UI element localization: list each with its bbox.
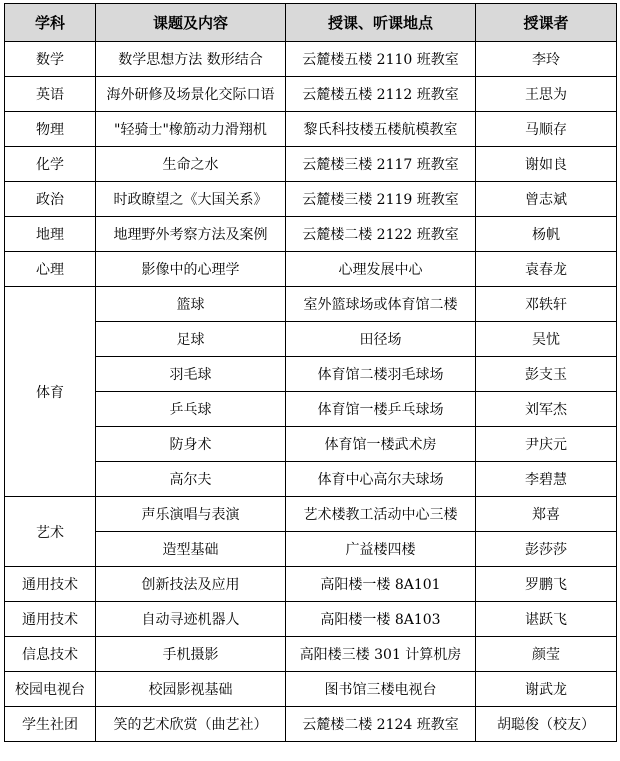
teacher-cell: 彭莎莎 [476,532,617,567]
schedule-table [4,3,617,742]
subject-cell: 信息技术 [5,637,96,672]
table-row [5,112,617,147]
teacher-cell: 杨帆 [476,217,617,252]
teacher-cell: 颜莹 [476,637,617,672]
subject-cell: 艺术 [5,497,96,567]
location-cell: 云麓楼五楼 2112 班教室 [286,77,476,112]
location-cell: 心理发展中心 [286,252,476,287]
table-row [5,147,617,182]
location-cell: 云麓楼三楼 2117 班教室 [286,147,476,182]
location-cell: 高阳楼一楼 8A101 [286,567,476,602]
topic-cell: 笑的艺术欣赏（曲艺社） [96,707,286,742]
teacher-cell: 彭支玉 [476,357,617,392]
location-cell: 高阳楼三楼 301 计算机房 [286,637,476,672]
table-row [5,427,617,462]
teacher-cell: 袁春龙 [476,252,617,287]
header-location: 授课、听课地点 [286,4,476,42]
teacher-cell: 王思为 [476,77,617,112]
topic-cell: 校园影视基础 [96,672,286,707]
location-cell: 广益楼四楼 [286,532,476,567]
teacher-cell: 李碧慧 [476,462,617,497]
table-row [5,77,617,112]
subject-cell: 通用技术 [5,567,96,602]
topic-cell: 足球 [96,322,286,357]
subject-cell: 通用技术 [5,602,96,637]
table-row [5,497,617,532]
topic-cell: 篮球 [96,287,286,322]
subject-cell: 地理 [5,217,96,252]
teacher-cell: 郑喜 [476,497,617,532]
teacher-cell: 李玲 [476,42,617,77]
location-cell: 云麓楼三楼 2119 班教室 [286,182,476,217]
teacher-cell: 邓轶轩 [476,287,617,322]
topic-cell: 声乐演唱与表演 [96,497,286,532]
location-cell: 体育馆二楼羽毛球场 [286,357,476,392]
location-cell: 体育馆一楼武术房 [286,427,476,462]
header-topic: 课题及内容 [96,4,286,42]
topic-cell: 影像中的心理学 [96,252,286,287]
topic-cell: 高尔夫 [96,462,286,497]
table-row [5,602,617,637]
topic-cell: 乒乓球 [96,392,286,427]
location-cell: 体育馆一楼乒乓球场 [286,392,476,427]
table-header [5,4,617,42]
topic-cell: 时政瞭望之《大国关系》 [96,182,286,217]
table-row [5,217,617,252]
teacher-cell: 刘军杰 [476,392,617,427]
teacher-cell: 曾志斌 [476,182,617,217]
header-row [5,4,617,42]
teacher-cell: 尹庆元 [476,427,617,462]
table-row [5,252,617,287]
topic-cell: 自动寻迹机器人 [96,602,286,637]
location-cell: 高阳楼一楼 8A103 [286,602,476,637]
subject-cell: 英语 [5,77,96,112]
topic-cell: 海外研修及场景化交际口语 [96,77,286,112]
table-row [5,637,617,672]
topic-cell: 地理野外考察方法及案例 [96,217,286,252]
table-row [5,462,617,497]
location-cell: 图书馆三楼电视台 [286,672,476,707]
table-row [5,672,617,707]
teacher-cell: 吴忧 [476,322,617,357]
teacher-cell: 马顺存 [476,112,617,147]
topic-cell: 数学思想方法 数形结合 [96,42,286,77]
location-cell: 云麓楼五楼 2110 班教室 [286,42,476,77]
subject-cell: 政治 [5,182,96,217]
table-row [5,42,617,77]
teacher-cell: 胡聪俊（校友） [476,707,617,742]
teacher-cell: 罗鹏飞 [476,567,617,602]
teacher-cell: 谢如良 [476,147,617,182]
subject-cell: 物理 [5,112,96,147]
header-teacher: 授课者 [476,4,617,42]
location-cell: 艺术楼教工活动中心三楼 [286,497,476,532]
table-row [5,182,617,217]
location-cell: 田径场 [286,322,476,357]
topic-cell: 创新技法及应用 [96,567,286,602]
table-row [5,567,617,602]
table-row [5,322,617,357]
topic-cell: 手机摄影 [96,637,286,672]
location-cell: 室外篮球场或体育馆二楼 [286,287,476,322]
topic-cell: 羽毛球 [96,357,286,392]
teacher-cell: 谢武龙 [476,672,617,707]
table-row [5,707,617,742]
table-row [5,392,617,427]
subject-cell: 心理 [5,252,96,287]
subject-cell: 体育 [5,287,96,497]
subject-cell: 数学 [5,42,96,77]
table-body [5,42,617,742]
subject-cell: 化学 [5,147,96,182]
location-cell: 黎氏科技楼五楼航模教室 [286,112,476,147]
table-row [5,532,617,567]
subject-cell: 校园电视台 [5,672,96,707]
location-cell: 云麓楼二楼 2122 班教室 [286,217,476,252]
location-cell: 云麓楼二楼 2124 班教室 [286,707,476,742]
topic-cell: 生命之水 [96,147,286,182]
subject-cell: 学生社团 [5,707,96,742]
table-row [5,287,617,322]
topic-cell: 防身术 [96,427,286,462]
table-row [5,357,617,392]
topic-cell: "轻骑士"橡筋动力滑翔机 [96,112,286,147]
location-cell: 体育中心高尔夫球场 [286,462,476,497]
topic-cell: 造型基础 [96,532,286,567]
header-subject: 学科 [5,4,96,42]
teacher-cell: 谌跃飞 [476,602,617,637]
